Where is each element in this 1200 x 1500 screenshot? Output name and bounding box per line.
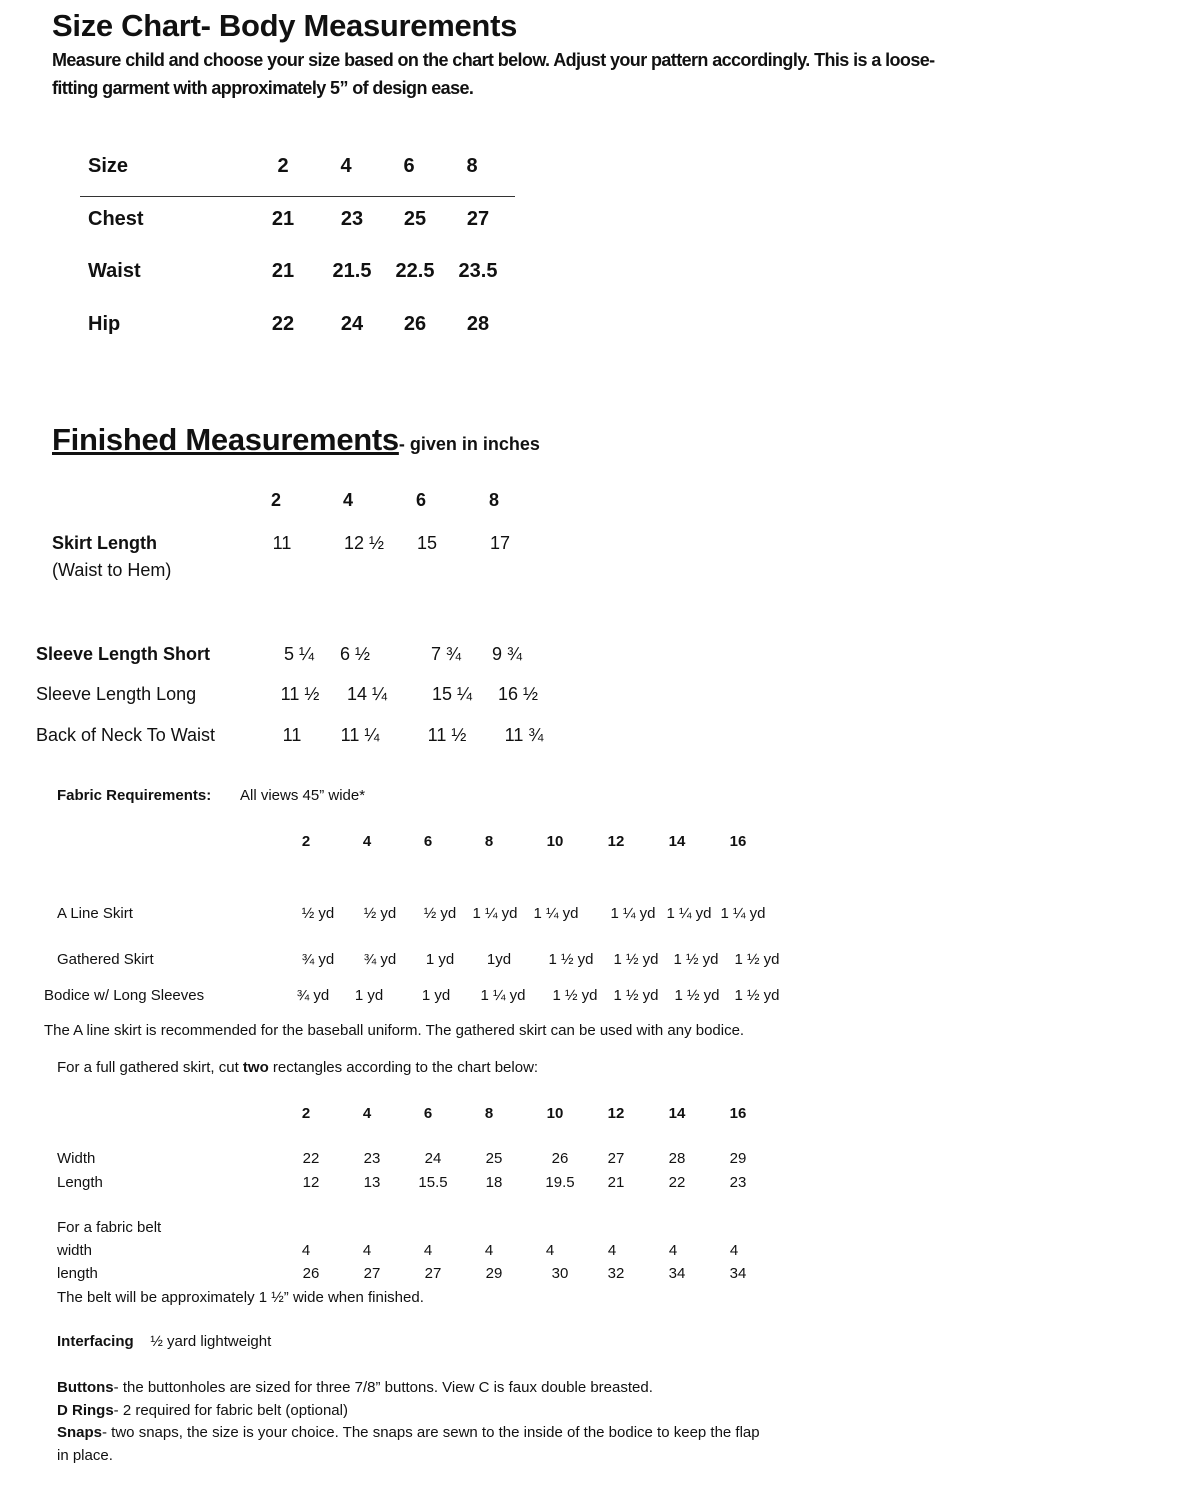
belt-row-label: width <box>57 1242 93 1259</box>
fabric-yardage-value: 1 ¼ yd <box>720 905 766 922</box>
buttons-line: Buttons- the buttonholes are sized for three 7/8” buttons. View C is faux double breasted. <box>57 1379 653 1396</box>
fabric-size-header: 2 <box>301 833 311 850</box>
fabric-row-label: Gathered Skirt <box>57 951 154 968</box>
gathered-value: 19.5 <box>545 1174 575 1191</box>
fabric-yardage-value: 1 ½ yd <box>673 951 719 968</box>
finished-row-label: Back of Neck To Waist <box>36 725 216 745</box>
gathered-size-header: 16 <box>729 1105 747 1122</box>
size-header-label: Size <box>88 155 129 177</box>
fabric-yardage-value: 1 yd <box>421 987 451 1004</box>
gathered-value: 15.5 <box>418 1174 448 1191</box>
belt-value: 4 <box>729 1242 739 1259</box>
gathered-size-header: 4 <box>362 1105 372 1122</box>
fabric-size-header: 8 <box>484 833 494 850</box>
finished-value: 15 ¼ <box>431 684 473 704</box>
gathered-value: 26 <box>551 1150 569 1167</box>
interfacing-line: Interfacing ½ yard lightweight <box>57 1333 272 1350</box>
intro-line-1: Measure child and choose your size based on the chart below. Adjust your pattern accordingly. This is a loose- <box>52 50 935 70</box>
skirt-length-value: 12 ½ <box>343 533 385 553</box>
body-measurement-value: 21 <box>271 260 295 282</box>
belt-value: 4 <box>423 1242 433 1259</box>
finished-size-header: 2 <box>270 490 282 510</box>
skirt-recommendation: The A line skirt is recommended for the baseball uniform. The gathered skirt can be used with any bodice. <box>44 1022 745 1039</box>
fabric-yardage-value: 1 ¼ yd <box>610 905 656 922</box>
page-title: Size Chart- Body Measurements <box>52 8 518 43</box>
size-column-header: 6 <box>403 155 415 177</box>
gathered-value: 22 <box>302 1150 320 1167</box>
skirt-length-sublabel: (Waist to Hem) <box>52 560 172 580</box>
body-measurement-value: 21 <box>271 208 295 230</box>
fabric-yardage-value: 1 ½ yd <box>734 951 780 968</box>
gathered-size-header: 14 <box>668 1105 686 1122</box>
belt-value: 32 <box>607 1265 625 1282</box>
fabric-yardage-value: ¾ yd <box>296 987 330 1004</box>
body-row-label: Waist <box>88 260 141 282</box>
fabric-yardage-value: ½ yd <box>301 905 335 922</box>
gathered-value: 12 <box>302 1174 320 1191</box>
gathered-row-label: Width <box>57 1150 96 1167</box>
gathered-size-header: 10 <box>546 1105 564 1122</box>
belt-value: 4 <box>301 1242 311 1259</box>
finished-value: 16 ½ <box>497 684 539 704</box>
fabric-yardage-value: ¾ yd <box>301 951 335 968</box>
size-column-header: 4 <box>340 155 352 177</box>
fabric-width-note: All views 45” wide* <box>240 787 366 804</box>
belt-value: 30 <box>551 1265 569 1282</box>
fabric-size-header: 16 <box>729 833 747 850</box>
fabric-yardage-value: 1 ¼ yd <box>472 905 518 922</box>
fabric-yardage-value: 1yd <box>486 951 512 968</box>
finished-row-label: Sleeve Length Long <box>36 684 197 704</box>
fabric-size-header: 14 <box>668 833 686 850</box>
skirt-length-value: 11 <box>272 533 292 553</box>
finished-value: 11 ¼ <box>340 725 380 745</box>
fabric-size-header: 12 <box>607 833 625 850</box>
header-divider <box>80 196 515 197</box>
fabric-yardage-value: 1 ½ yd <box>613 987 659 1004</box>
finished-size-header: 6 <box>415 490 427 510</box>
finished-row-label: Sleeve Length Short <box>36 644 211 664</box>
snaps-line: Snaps- two snaps, the size is your choice. The snaps are sewn to the inside of the bodice to keep the flap <box>57 1424 760 1441</box>
finished-value: 7 ¾ <box>430 644 462 664</box>
finished-value: 14 ¼ <box>346 684 388 704</box>
finished-value: 5 ¼ <box>283 644 315 664</box>
body-row-label: Chest <box>88 208 144 230</box>
size-column-header: 2 <box>277 155 289 177</box>
gathered-value: 24 <box>424 1150 442 1167</box>
finished-heading: Finished Measurements- given in inches <box>52 422 540 457</box>
finished-value: 11 ½ <box>427 725 467 745</box>
belt-heading: For a fabric belt <box>57 1219 162 1236</box>
gathered-value: 21 <box>607 1174 625 1191</box>
finished-size-header: 4 <box>342 490 354 510</box>
finished-value: 11 ¾ <box>504 725 544 745</box>
body-measurement-value: 26 <box>403 313 427 335</box>
fabric-yardage-value: 1 ½ yd <box>674 987 720 1004</box>
fabric-yardage-value: 1 ¼ yd <box>666 905 712 922</box>
fabric-yardage-value: 1 ½ yd <box>613 951 659 968</box>
belt-note: The belt will be approximately 1 ½” wide when finished. <box>57 1289 424 1306</box>
gathered-size-header: 2 <box>301 1105 311 1122</box>
belt-value: 26 <box>302 1265 320 1282</box>
finished-size-header: 8 <box>488 490 500 510</box>
fabric-yardage-value: 1 ½ yd <box>734 987 780 1004</box>
finished-value: 11 <box>282 725 302 745</box>
belt-value: 4 <box>545 1242 555 1259</box>
fabric-yardage-value: ¾ yd <box>363 951 397 968</box>
body-measurement-value: 25 <box>403 208 427 230</box>
gathered-row-label: Length <box>57 1174 103 1191</box>
finished-value: 6 ½ <box>339 644 371 664</box>
fabric-yardage-value: 1 ½ yd <box>548 951 594 968</box>
finished-value: 9 ¾ <box>491 644 523 664</box>
fabric-yardage-value: ½ yd <box>363 905 397 922</box>
fabric-yardage-value: 1 yd <box>425 951 455 968</box>
size-column-header: 8 <box>466 155 478 177</box>
belt-value: 4 <box>362 1242 372 1259</box>
fabric-size-header: 6 <box>423 833 433 850</box>
finished-value: 11 ½ <box>280 684 320 704</box>
belt-value: 4 <box>668 1242 678 1259</box>
fabric-yardage-value: 1 ¼ yd <box>480 987 526 1004</box>
belt-value: 29 <box>485 1265 503 1282</box>
fabric-size-header: 10 <box>546 833 564 850</box>
belt-value: 27 <box>424 1265 442 1282</box>
body-measurement-value: 23 <box>340 208 364 230</box>
gathered-value: 23 <box>363 1150 381 1167</box>
fabric-yardage-value: 1 ¼ yd <box>533 905 579 922</box>
gathered-value: 13 <box>363 1174 381 1191</box>
gathered-value: 22 <box>668 1174 686 1191</box>
skirt-length-value: 17 <box>489 533 511 553</box>
body-measurement-value: 27 <box>466 208 490 230</box>
skirt-length-label: Skirt Length <box>52 533 158 553</box>
fabric-yardage-value: 1 yd <box>354 987 384 1004</box>
fabric-row-label: Bodice w/ Long Sleeves <box>44 987 205 1004</box>
gathered-value: 18 <box>485 1174 503 1191</box>
drings-line: D Rings- 2 required for fabric belt (optional) <box>57 1402 348 1419</box>
belt-row-label: length <box>57 1265 98 1282</box>
gathered-size-header: 8 <box>484 1105 494 1122</box>
belt-value: 4 <box>484 1242 494 1259</box>
belt-value: 27 <box>363 1265 381 1282</box>
gathered-value: 25 <box>485 1150 503 1167</box>
fabric-size-header: 4 <box>362 833 372 850</box>
body-measurement-value: 23.5 <box>458 260 498 282</box>
fabric-requirements-label: Fabric Requirements: <box>57 787 212 804</box>
fabric-row-label: A Line Skirt <box>57 905 133 922</box>
gathered-value: 28 <box>668 1150 686 1167</box>
skirt-length-value: 15 <box>416 533 438 553</box>
gathered-value: 29 <box>729 1150 747 1167</box>
snaps-line-cont: in place. <box>57 1447 113 1464</box>
belt-value: 4 <box>607 1242 617 1259</box>
intro-line-2: fitting garment with approximately 5” of design ease. <box>52 78 474 98</box>
belt-value: 34 <box>729 1265 747 1282</box>
gathered-intro: For a full gathered skirt, cut two rectangles according to the chart below: <box>57 1059 539 1076</box>
fabric-yardage-value: ½ yd <box>423 905 457 922</box>
gathered-size-header: 6 <box>423 1105 433 1122</box>
body-measurement-value: 24 <box>340 313 364 335</box>
fabric-yardage-value: 1 ½ yd <box>552 987 598 1004</box>
gathered-value: 23 <box>729 1174 747 1191</box>
belt-value: 34 <box>668 1265 686 1282</box>
body-measurement-value: 28 <box>466 313 490 335</box>
body-measurement-value: 22.5 <box>395 260 435 282</box>
gathered-value: 27 <box>607 1150 625 1167</box>
gathered-size-header: 12 <box>607 1105 625 1122</box>
body-measurement-value: 22 <box>271 313 295 335</box>
body-measurement-value: 21.5 <box>332 260 372 282</box>
body-row-label: Hip <box>88 313 121 335</box>
